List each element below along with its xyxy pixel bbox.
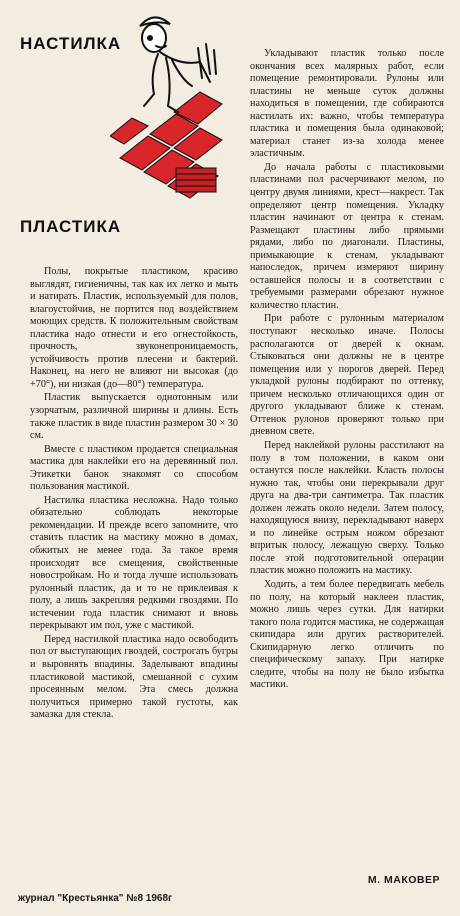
paragraph: Укладывают пластик только после окончания всех малярных работ, если помещение ремонтировали. Рулоны или пластины не меньше суток должны находиться в помещении, где собираются настилать их: важно, чтобы температура пластика и помещения была одинаковой; материал станет из-за холода менее эластичным.: [250, 48, 444, 160]
floor-laying-illustration: [110, 8, 240, 218]
paragraph: Вместе с пластиком продается специальная мастика для наклейки его на деревянный пол. Этикетки банок знакомят со способом пользования мастикой.: [30, 443, 238, 493]
right-column: [250, 48, 444, 878]
article-subtitle: ПЛАСТИКА: [20, 217, 122, 236]
author-signature: М. МАКОВЕР: [367, 874, 440, 886]
article-title: НАСТИЛКА: [20, 34, 122, 53]
paragraph: Пластик выпускается однотонным или узорчатым, различной ширины и длины. Есть также пластик в виде пластин размером 30 × 30 см.: [30, 392, 238, 442]
paragraph: Полы, покрытые пластиком, красиво выглядят, гигиеничны, так как их легко и мыть и натирать. Пластик, используемый для полов, влагоустойчив, не портится под воздействием моющих средств. К положительным свойствам пластика надо отнести и его огнестойкость, прочность, звуконепроницаемость, устойчивость против плесени и бактерий. Наконец, на него не влияют ни высокая (до +70°), ни низкая (до—80°) температура.: [30, 266, 238, 390]
source-footer: журнал "Крестьянка" №8 1968г: [18, 893, 173, 904]
left-column: [30, 266, 238, 894]
paragraph: Настилка пластика несложна. Надо только обязательно соблюдать некоторые рекомендации. И прежде всего запомните, что ставить пластик на мастику можно в домах, обжитых не менее года. За такое время происходят все смещения, свойственные новостройкам. Но и тогда лучше использовать рулонный пластик, да и то не приклеивая к полу, а лишь закрепляя редкими гвоздями. По истечении года пластик снимают и вновь перекрывают им пол, уже с мастикой.: [30, 494, 238, 632]
paragraph: Ходить, а тем более передвигать мебель по полу, на который наклеен пластик, можно лишь через сутки. Для натирки такого пола годится мастика, не содержащая скипидара или других растворителей. Скипидарную легко отличить по специфическому запаху. При натирке следите, чтобы на полу не было избытка мастики.: [250, 578, 444, 691]
paragraph: При работе с рулонным материалом поступают несколько иначе. Полосы располагаются от дверей к окнам. Стыковаться они должны не в центре помещения или у порогов дверей. Перед укладкой рулоны подбирают по оттенку, причем несколько отличающихся один от другого укладывают ближе к стенам. Оттенок рулонов проверяют только при дневном свете.: [250, 313, 444, 438]
tile-stack: [176, 168, 216, 192]
paragraph: Перед наклейкой рулоны расстилают на полу в том положении, в каком они останутся после наклейки. Класть полосы нужно так, чтобы они перекрывали друг друга на два-три сантиметра. Так пластик должен лежать около недели. Затем полосу, находящуюся внизу, перекладывают наверх и по линейке острым ножом обрезают впритык полосу, лежащую сверху. Только после этой подготовительной операции пластик можно положить на мастику.: [250, 439, 444, 577]
paragraph: Перед настилкой пластика надо освободить пол от выступающих гвоздей, сострогать бугры и выровнять впадины. Заделывают впадины пластиковой мастикой, смешанной с сухим просеянным мелом. Эта смесь должна получиться примерно такой густоты, как замазка для стекла.: [30, 633, 238, 721]
paragraph: До начала работы с пластиковыми пластинами пол расчерчивают мелом, по центру двумя линиями, крест—накрест. Так определяют центр помещения. Укладку пластин начинают от центра к стенам. Размещают пластины либо прямыми рядами, либо по диагонали. Пластины, примыкающие к стенам, укладывают напоследок, причем измеряют ширину оставшейся полосы и в соответствии с требуемыми размерами обрезают нужное количество пластин.: [250, 161, 444, 311]
